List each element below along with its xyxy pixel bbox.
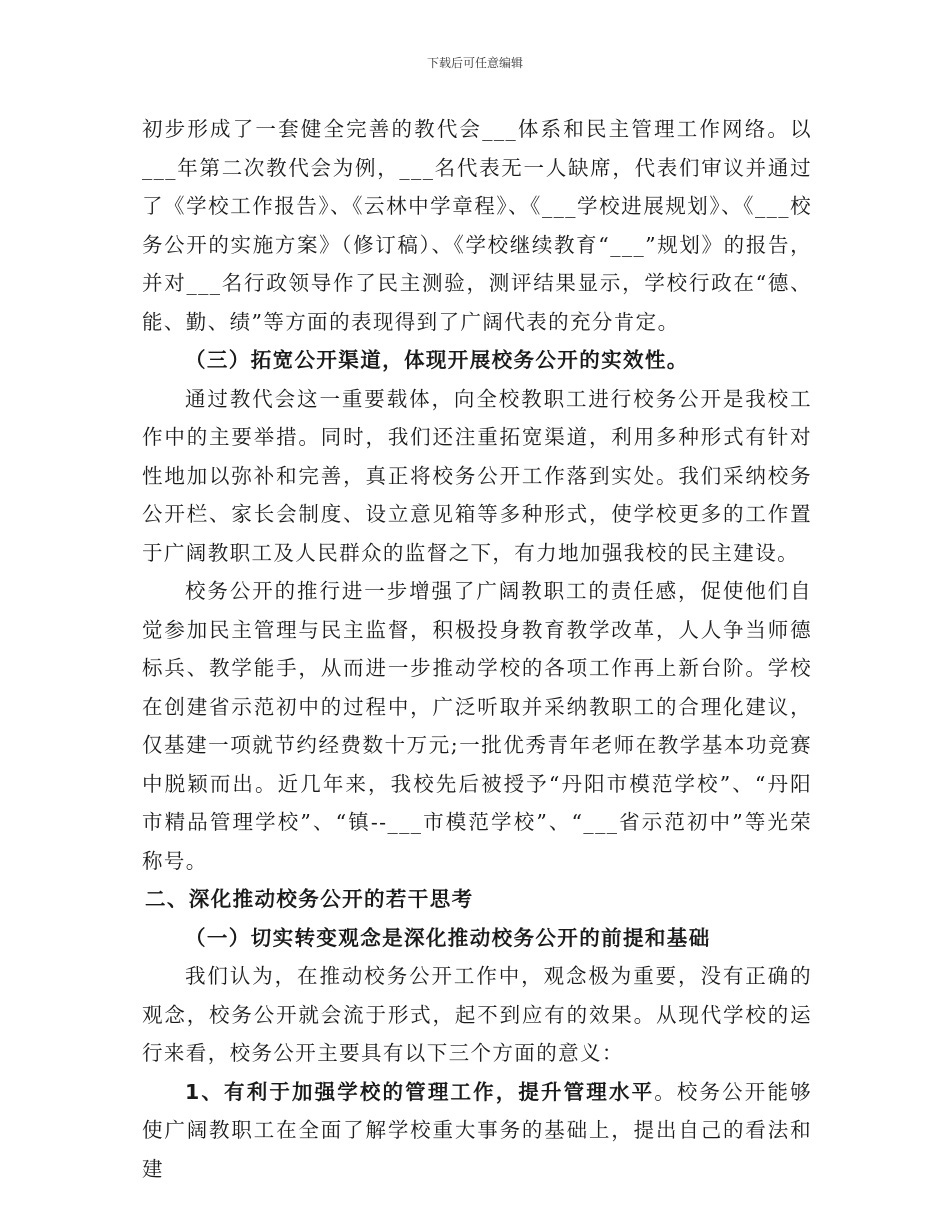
- page-header: 下载后可任意编辑: [426, 56, 523, 70]
- paragraph-concept: 我们认为，在推动校务公开工作中，观念极为重要，没有正确的观念，校务公开就会流于形式，起不到应有的效果。从现代学校的运行来看，校务公开主要具有以下三个方面的意义：: [142, 964, 812, 1065]
- section-heading-two: 二、深化推动校务公开的若干思考: [145, 887, 474, 911]
- subheading-three: （三）拓宽公开渠道，体现开展校务公开的实效性。: [185, 348, 689, 372]
- subheading-one: （一）切实转变观念是深化推动校务公开的前提和基础: [185, 925, 711, 950]
- document-body: [142, 110, 812, 1188]
- paragraph-channels: 通过教代会这一重要载体，向全校教职工进行校务公开是我校工作中的主要举措。同时，我们还注重拓宽渠道，利用多种形式有针对性地加以弥补和完善，真正将校务公开工作落到实处。我们采纳校务公开栏、家长会制度、设立意见箱等多种形式，使学校更多的工作置于广阔教职工及人民群众的监督之下，有力地加强我校的民主建设。: [142, 386, 812, 565]
- paragraph-point-one: [142, 1073, 812, 1189]
- point-one-title: 1、有利于加强学校的管理工作，提升管理水平: [185, 1079, 655, 1104]
- paragraph-continuation: 初步形成了一套健全完善的教代会___体系和民主管理工作网络。以___年第二次教代会为例，___名代表无一人缺席，代表们审议并通过了《学校工作报告》、《云林中学章程》、《___学校进展规划》、《___校务公开的实施方案》（修订稿）、《学校继续教育“___”规划》的报告，并对___名行政领导作了民主测验，测评结果显示，学校行政在“德、能、勤、绩”等方面的表现得到了广阔代表的充分肯定。: [142, 117, 812, 334]
- point-one-text: 。校务公开能够使广阔教职工在全面了解学校重大事务的基础上，提出自己的看法和建: [142, 1079, 812, 1181]
- paragraph-results: 校务公开的推行进一步增强了广阔教职工的责任感，促使他们自觉参加民主管理与民主监督，积极投身教育教学改革，人人争当师德标兵、教学能手，从而进一步推动学校的各项工作再上新台阶。学校在创建省示范初中的过程中，广泛听取并采纳教职工的合理化建议，仅基建一项就节约经费数十万元;一批优秀青年老师在教学基本功竞赛中脱颖而出。近几年来，我校先后被授予“丹阳市模范学校”、“丹阳市精品管理学校”、“镇--___市模范学校”、“___省示范初中”等光荣称号。: [142, 579, 812, 873]
